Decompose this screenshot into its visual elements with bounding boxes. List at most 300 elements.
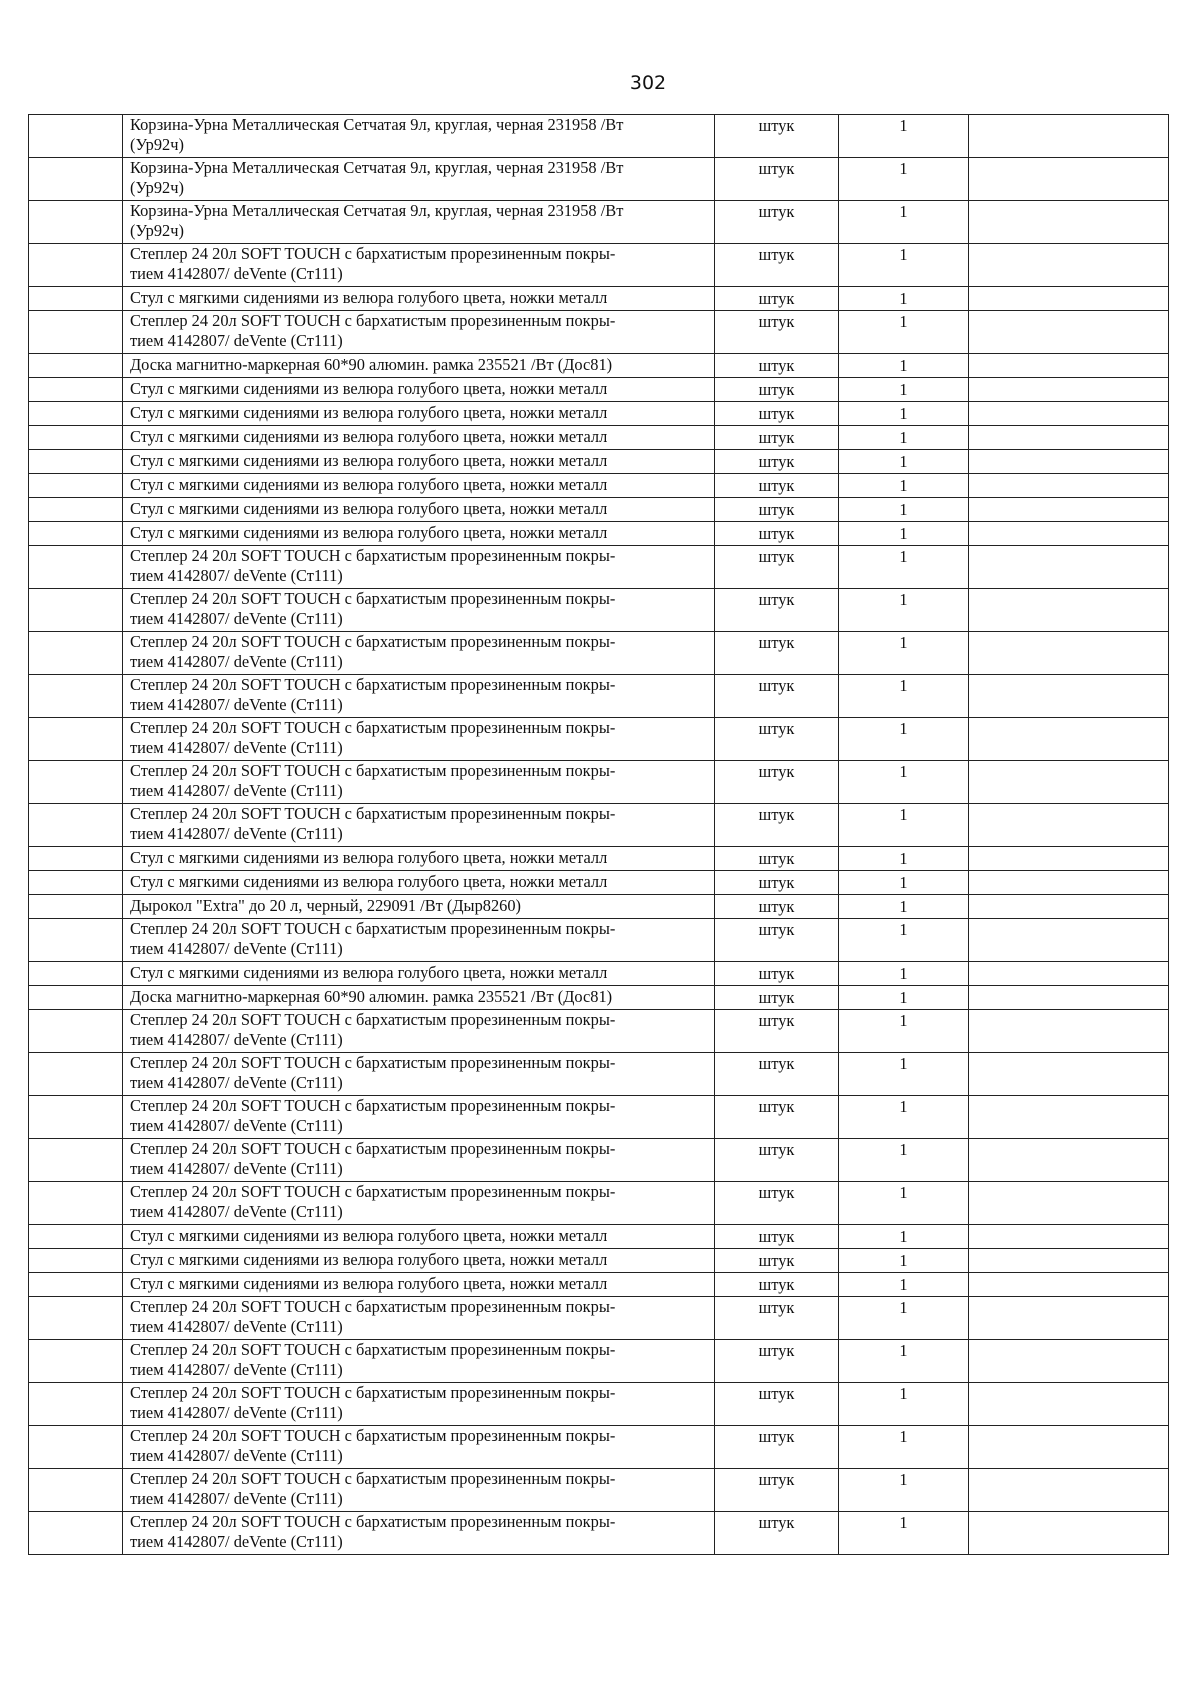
quantity-value: 1 [899,805,908,824]
item-name-cell [123,546,715,589]
unit-cell [715,1426,839,1469]
quantity-value: 1 [899,1341,908,1360]
table-row [29,1340,1169,1383]
item-name-cell [123,919,715,962]
unit-label: штук [758,452,795,471]
unit-cell [715,378,839,402]
note-cell [969,1096,1169,1139]
quantity-value: 1 [899,920,908,939]
item-name-cell [123,1182,715,1225]
quantity-cell [839,675,969,718]
item-name-cell [123,378,715,402]
item-name-cell [123,1096,715,1139]
item-name-line: Стул с мягкими сидениями из велюра голубого цвета, ножки металл [130,288,608,307]
row-number-cell [29,871,123,895]
unit-label: штук [758,356,795,375]
item-name-line: Степлер 24 20л SOFT TOUCH с бархатистым прорезиненным покры- [130,311,616,330]
item-name-cell [123,1273,715,1297]
quantity-value: 1 [899,590,908,609]
item-name-line: Стул с мягкими сидениями из велюра голубого цвета, ножки металл [130,379,608,398]
quantity-value: 1 [899,762,908,781]
quantity-value: 1 [899,1427,908,1446]
quantity-cell [839,450,969,474]
unit-label: штук [758,524,795,543]
row-number-cell [29,426,123,450]
unit-cell [715,847,839,871]
table-row [29,1182,1169,1225]
unit-label: штук [758,476,795,495]
unit-label: штук [758,897,795,916]
note-cell [969,895,1169,919]
item-name-line: Степлер 24 20л SOFT TOUCH с бархатистым прорезиненным покры- [130,919,616,938]
item-name-line: Степлер 24 20л SOFT TOUCH с бархатистым прорезиненным покры- [130,546,616,565]
item-name-line: тием 4142807/ deVente (Ст111) [130,1316,343,1336]
row-number-cell [29,1512,123,1555]
unit-cell [715,287,839,311]
unit-cell [715,1469,839,1512]
item-name-line: (Ур92ч) [130,177,184,197]
quantity-cell [839,986,969,1010]
note-cell [969,450,1169,474]
item-name-line: Степлер 24 20л SOFT TOUCH с бархатистым прорезиненным покры- [130,1426,616,1445]
quantity-cell [839,1340,969,1383]
row-number-cell [29,986,123,1010]
row-number-cell [29,287,123,311]
unit-label: штук [758,1427,795,1446]
unit-cell [715,632,839,675]
item-name-cell [123,311,715,354]
table-row [29,1053,1169,1096]
item-name-line: Степлер 24 20л SOFT TOUCH с бархатистым прорезиненным покры- [130,1096,616,1115]
quantity-cell [839,115,969,158]
table-row [29,847,1169,871]
note-cell [969,1469,1169,1512]
table-row [29,244,1169,287]
quantity-value: 1 [899,1251,908,1270]
unit-cell [715,311,839,354]
note-cell [969,201,1169,244]
quantity-value: 1 [899,964,908,983]
note-cell [969,287,1169,311]
unit-cell [715,402,839,426]
unit-cell [715,962,839,986]
note-cell [969,1383,1169,1426]
item-name-line: Стул с мягкими сидениями из велюра голубого цвета, ножки металл [130,499,608,518]
item-name-cell [123,1139,715,1182]
quantity-cell [839,804,969,847]
unit-label: штук [758,116,795,135]
quantity-cell [839,1512,969,1555]
item-name-cell [123,498,715,522]
quantity-value: 1 [899,428,908,447]
item-name-cell [123,402,715,426]
quantity-value: 1 [899,159,908,178]
item-name-line: Степлер 24 20л SOFT TOUCH с бархатистым прорезиненным покры- [130,632,616,651]
item-name-cell [123,675,715,718]
table-row [29,1249,1169,1273]
item-name-line: Степлер 24 20л SOFT TOUCH с бархатистым прорезиненным покры- [130,1512,616,1531]
row-number-cell [29,450,123,474]
item-name-line: Стул с мягкими сидениями из велюра голубого цвета, ножки металл [130,1250,608,1269]
row-number-cell [29,1010,123,1053]
item-name-cell [123,1225,715,1249]
row-number-cell [29,1469,123,1512]
unit-cell [715,474,839,498]
row-number-cell [29,919,123,962]
item-name-cell [123,1469,715,1512]
item-name-line: Корзина-Урна Металлическая Сетчатая 9л, круглая, черная 231958 /Вт [130,115,624,134]
unit-label: штук [758,1140,795,1159]
item-name-line: тием 4142807/ deVente (Ст111) [130,1029,343,1049]
unit-cell [715,1182,839,1225]
unit-label: штук [758,245,795,264]
quantity-value: 1 [899,1054,908,1073]
row-number-cell [29,804,123,847]
unit-label: штук [758,633,795,652]
item-name-line: Степлер 24 20л SOFT TOUCH с бархатистым прорезиненным покры- [130,804,616,823]
note-cell [969,1340,1169,1383]
unit-cell [715,1340,839,1383]
quantity-value: 1 [899,1513,908,1532]
item-name-cell [123,589,715,632]
quantity-value: 1 [899,404,908,423]
unit-cell [715,115,839,158]
note-cell [969,402,1169,426]
unit-cell [715,895,839,919]
unit-label: штук [758,849,795,868]
unit-cell [715,919,839,962]
item-name-line: Доска магнитно-маркерная 60*90 алюмин. рамка 235521 /Вт (Дос81) [130,987,613,1006]
row-number-cell [29,632,123,675]
unit-cell [715,1225,839,1249]
quantity-cell [839,402,969,426]
row-number-cell [29,962,123,986]
item-name-line: тием 4142807/ deVente (Ст111) [130,651,343,671]
quantity-cell [839,1383,969,1426]
quantity-value: 1 [899,356,908,375]
unit-label: штук [758,762,795,781]
item-name-cell [123,632,715,675]
unit-label: штук [758,1227,795,1246]
quantity-cell [839,378,969,402]
quantity-value: 1 [899,988,908,1007]
note-cell [969,718,1169,761]
quantity-cell [839,158,969,201]
table-row [29,115,1169,158]
row-number-cell [29,158,123,201]
quantity-cell [839,522,969,546]
quantity-cell [839,1010,969,1053]
unit-cell [715,804,839,847]
unit-cell [715,546,839,589]
quantity-cell [839,287,969,311]
page-number: 302 [629,72,667,94]
note-cell [969,1512,1169,1555]
note-cell [969,1297,1169,1340]
unit-cell [715,522,839,546]
table-row [29,919,1169,962]
item-name-line: тием 4142807/ deVente (Ст111) [130,1158,343,1178]
unit-label: штук [758,964,795,983]
unit-cell [715,498,839,522]
item-name-line: Стул с мягкими сидениями из велюра голубого цвета, ножки металл [130,523,608,542]
unit-label: штук [758,500,795,519]
item-name-cell [123,962,715,986]
item-name-line: тием 4142807/ deVente (Ст111) [130,694,343,714]
quantity-cell [839,546,969,589]
table-row [29,402,1169,426]
row-number-cell [29,761,123,804]
unit-label: штук [758,676,795,695]
row-number-cell [29,1383,123,1426]
row-number-cell [29,847,123,871]
row-number-cell [29,1096,123,1139]
unit-label: штук [758,590,795,609]
unit-cell [715,986,839,1010]
table-row [29,1383,1169,1426]
item-name-line: Степлер 24 20л SOFT TOUCH с бархатистым прорезиненным покры- [130,1383,616,1402]
note-cell [969,498,1169,522]
unit-label: штук [758,289,795,308]
item-name-line: Степлер 24 20л SOFT TOUCH с бархатистым прорезиненным покры- [130,1053,616,1072]
quantity-cell [839,474,969,498]
row-number-cell [29,895,123,919]
note-cell [969,919,1169,962]
quantity-cell [839,354,969,378]
table-row [29,378,1169,402]
table-row [29,962,1169,986]
quantity-cell [839,426,969,450]
note-cell [969,311,1169,354]
unit-label: штук [758,988,795,1007]
unit-label: штук [758,1275,795,1294]
item-name-line: (Ур92ч) [130,220,184,240]
row-number-cell [29,1249,123,1273]
quantity-cell [839,201,969,244]
note-cell [969,986,1169,1010]
quantity-cell [839,1182,969,1225]
item-name-line: тием 4142807/ deVente (Ст111) [130,1488,343,1508]
quantity-value: 1 [899,1140,908,1159]
table-row [29,632,1169,675]
quantity-value: 1 [899,1470,908,1489]
note-cell [969,761,1169,804]
table-row [29,426,1169,450]
unit-cell [715,158,839,201]
item-name-line: тием 4142807/ deVente (Ст111) [130,823,343,843]
item-name-cell [123,287,715,311]
unit-label: штук [758,1470,795,1489]
note-cell [969,847,1169,871]
note-cell [969,962,1169,986]
quantity-value: 1 [899,289,908,308]
note-cell [969,158,1169,201]
note-cell [969,632,1169,675]
item-name-line: тием 4142807/ deVente (Ст111) [130,608,343,628]
table-row [29,895,1169,919]
row-number-cell [29,1426,123,1469]
table-row [29,1139,1169,1182]
table-row [29,287,1169,311]
quantity-cell [839,761,969,804]
item-name-line: тием 4142807/ deVente (Ст111) [130,780,343,800]
item-name-line: Степлер 24 20л SOFT TOUCH с бархатистым прорезиненным покры- [130,244,616,263]
unit-label: штук [758,202,795,221]
unit-label: штук [758,380,795,399]
table-row [29,1426,1169,1469]
table-row [29,450,1169,474]
item-name-cell [123,1249,715,1273]
quantity-cell [839,1426,969,1469]
table-row [29,804,1169,847]
table-row [29,1096,1169,1139]
item-name-line: тием 4142807/ deVente (Ст111) [130,938,343,958]
note-cell [969,244,1169,287]
quantity-value: 1 [899,116,908,135]
item-name-line: Степлер 24 20л SOFT TOUCH с бархатистым прорезиненным покры- [130,675,616,694]
unit-label: штук [758,547,795,566]
quantity-cell [839,1225,969,1249]
table-row [29,986,1169,1010]
unit-cell [715,450,839,474]
item-name-line: Стул с мягкими сидениями из велюра голубого цвета, ножки металл [130,963,608,982]
quantity-value: 1 [899,547,908,566]
item-name-cell [123,522,715,546]
item-name-cell [123,986,715,1010]
item-name-line: тием 4142807/ deVente (Ст111) [130,1402,343,1422]
quantity-value: 1 [899,202,908,221]
quantity-value: 1 [899,1183,908,1202]
quantity-cell [839,1249,969,1273]
table-row [29,1010,1169,1053]
row-number-cell [29,354,123,378]
item-name-cell [123,201,715,244]
note-cell [969,546,1169,589]
unit-cell [715,1249,839,1273]
unit-cell [715,1010,839,1053]
quantity-cell [839,847,969,871]
unit-label: штук [758,1183,795,1202]
item-name-line: Стул с мягкими сидениями из велюра голубого цвета, ножки металл [130,1226,608,1245]
row-number-cell [29,378,123,402]
quantity-value: 1 [899,524,908,543]
row-number-cell [29,546,123,589]
quantity-cell [839,632,969,675]
item-name-line: Степлер 24 20л SOFT TOUCH с бархатистым прорезиненным покры- [130,1010,616,1029]
item-name-line: тием 4142807/ deVente (Ст111) [130,1531,343,1551]
quantity-value: 1 [899,380,908,399]
note-cell [969,1426,1169,1469]
item-name-line: Степлер 24 20л SOFT TOUCH с бархатистым прорезиненным покры- [130,1297,616,1316]
item-name-line: Степлер 24 20л SOFT TOUCH с бархатистым прорезиненным покры- [130,1469,616,1488]
note-cell [969,1225,1169,1249]
unit-label: штук [758,1097,795,1116]
table-row [29,1297,1169,1340]
item-name-cell [123,1297,715,1340]
unit-cell [715,244,839,287]
quantity-value: 1 [899,873,908,892]
item-name-line: тием 4142807/ deVente (Ст111) [130,263,343,283]
quantity-cell [839,1469,969,1512]
unit-label: штук [758,920,795,939]
item-name-line: Стул с мягкими сидениями из велюра голубого цвета, ножки металл [130,451,608,470]
item-name-cell [123,895,715,919]
unit-cell [715,1053,839,1096]
quantity-value: 1 [899,849,908,868]
item-name-cell [123,847,715,871]
quantity-cell [839,311,969,354]
item-name-cell [123,1426,715,1469]
item-name-cell [123,244,715,287]
quantity-value: 1 [899,676,908,695]
quantity-value: 1 [899,452,908,471]
note-cell [969,115,1169,158]
unit-cell [715,1512,839,1555]
quantity-value: 1 [899,1275,908,1294]
row-number-cell [29,1225,123,1249]
note-cell [969,474,1169,498]
item-name-line: (Ур92ч) [130,134,184,154]
row-number-cell [29,498,123,522]
item-name-cell [123,1010,715,1053]
unit-label: штук [758,312,795,331]
unit-cell [715,1139,839,1182]
table-row [29,546,1169,589]
item-name-line: Степлер 24 20л SOFT TOUCH с бархатистым прорезиненным покры- [130,1139,616,1158]
inventory-table-body [29,115,1169,1555]
item-name-line: Корзина-Урна Металлическая Сетчатая 9л, круглая, черная 231958 /Вт [130,158,624,177]
quantity-cell [839,1297,969,1340]
quantity-cell [839,1273,969,1297]
quantity-value: 1 [899,1011,908,1030]
item-name-cell [123,115,715,158]
quantity-value: 1 [899,476,908,495]
table-row [29,1512,1169,1555]
item-name-line: Дырокол "Extra" до 20 л, черный, 229091 /Вт (Дыр8260) [130,896,522,915]
note-cell [969,804,1169,847]
note-cell [969,426,1169,450]
unit-cell [715,1297,839,1340]
item-name-line: Стул с мягкими сидениями из велюра голубого цвета, ножки металл [130,1274,608,1293]
item-name-line: Корзина-Урна Металлическая Сетчатая 9л, круглая, черная 231958 /Вт [130,201,624,220]
row-number-cell [29,1297,123,1340]
table-row [29,311,1169,354]
quantity-cell [839,1139,969,1182]
item-name-line: тием 4142807/ deVente (Ст111) [130,1445,343,1465]
table-row [29,1469,1169,1512]
table-row [29,1273,1169,1297]
row-number-cell [29,1273,123,1297]
table-row [29,354,1169,378]
quantity-cell [839,962,969,986]
table-row [29,718,1169,761]
unit-label: штук [758,1513,795,1532]
item-name-cell [123,474,715,498]
item-name-line: тием 4142807/ deVente (Ст111) [130,565,343,585]
note-cell [969,522,1169,546]
quantity-value: 1 [899,500,908,519]
note-cell [969,1273,1169,1297]
note-cell [969,871,1169,895]
quantity-value: 1 [899,633,908,652]
unit-label: штук [758,873,795,892]
item-name-cell [123,1512,715,1555]
unit-label: штук [758,1251,795,1270]
note-cell [969,354,1169,378]
item-name-line: Стул с мягкими сидениями из велюра голубого цвета, ножки металл [130,403,608,422]
table-row [29,589,1169,632]
row-number-cell [29,402,123,426]
